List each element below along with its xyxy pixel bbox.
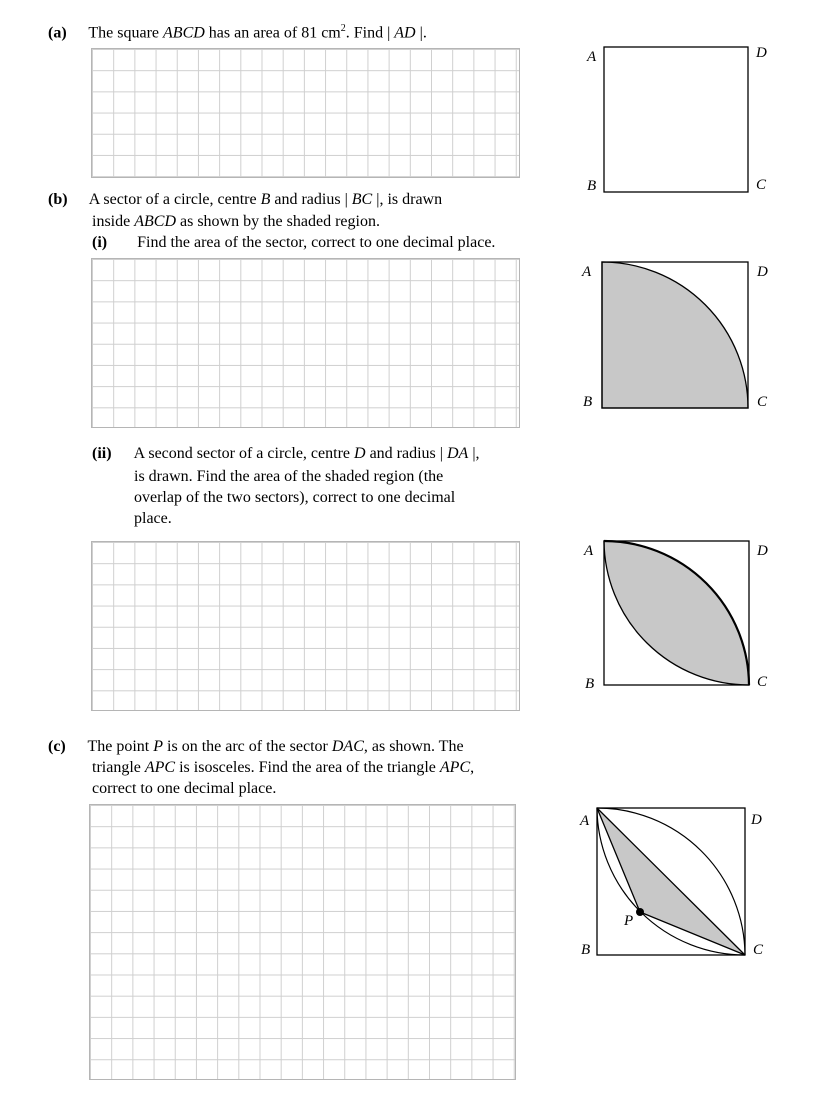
- part-c-label: (c): [48, 738, 66, 755]
- vertex-label-b: B: [587, 178, 597, 194]
- vertex-label-d: D: [756, 45, 767, 61]
- part-a-question: (a) The square ABCD has an area of 81 $cm^2$. Find | AD |.: [48, 23, 427, 42]
- figure-overlap-b-ii: [580, 534, 780, 694]
- part-b-line1: (b) A sector of a circle, centre B and radius | BC |, is drawn: [48, 191, 443, 208]
- figure-square-a: [580, 40, 780, 200]
- part-c-line1: (c) The point P is on the arc of the sector DAC, as shown. The: [48, 738, 464, 755]
- vertex-label-b: B: [585, 676, 595, 692]
- part-b-ii-line2: is drawn. Find the area of the shaded region (the: [134, 468, 444, 485]
- vertex-label-b: B: [583, 394, 593, 410]
- part-b-ii-line1: (ii) A second sector of a circle, centre D and radius | DA |,: [92, 445, 480, 462]
- part-c-line2: triangle APC is isosceles. Find the area of the triangle APC,: [92, 759, 475, 776]
- part-b-ii-line4: place.: [134, 510, 172, 527]
- vertex-label-b: B: [581, 942, 591, 958]
- answer-grid-b-ii[interactable]: [91, 541, 520, 711]
- figure-triangle-c: [578, 800, 778, 965]
- vertex-label-d: D: [751, 812, 762, 828]
- vertex-label-a: A: [584, 543, 594, 559]
- vertex-label-d: D: [757, 543, 768, 559]
- vertex-label-a: A: [587, 49, 597, 65]
- part-a-label: (a): [48, 24, 67, 42]
- answer-grid-b-i[interactable]: [91, 258, 520, 428]
- vertex-label-a: A: [582, 264, 592, 280]
- vertex-label-p: P: [624, 913, 634, 929]
- vertex-label-a: A: [580, 813, 590, 829]
- part-b-ii-label: (ii): [92, 445, 112, 462]
- part-b-ii-line3: overlap of the two sectors), correct to one decimal: [134, 489, 456, 506]
- part-b-i-label: (i): [92, 234, 108, 251]
- part-c-line3: correct to one decimal place.: [92, 780, 277, 797]
- vertex-label-c: C: [757, 394, 768, 410]
- part-b-line2: inside ABCD as shown by the shaded region.: [92, 213, 380, 230]
- part-b-i-question: (i) Find the area of the sector, correct to one decimal place.: [92, 234, 496, 251]
- part-b-label: (b): [48, 191, 68, 208]
- answer-grid-a[interactable]: [91, 48, 520, 178]
- vertex-label-c: C: [756, 177, 767, 193]
- figure-sector-b: [578, 254, 778, 414]
- vertex-label-d: D: [757, 264, 768, 280]
- answer-grid-c[interactable]: [89, 804, 516, 1080]
- vertex-label-c: C: [753, 942, 764, 958]
- vertex-label-c: C: [757, 674, 768, 690]
